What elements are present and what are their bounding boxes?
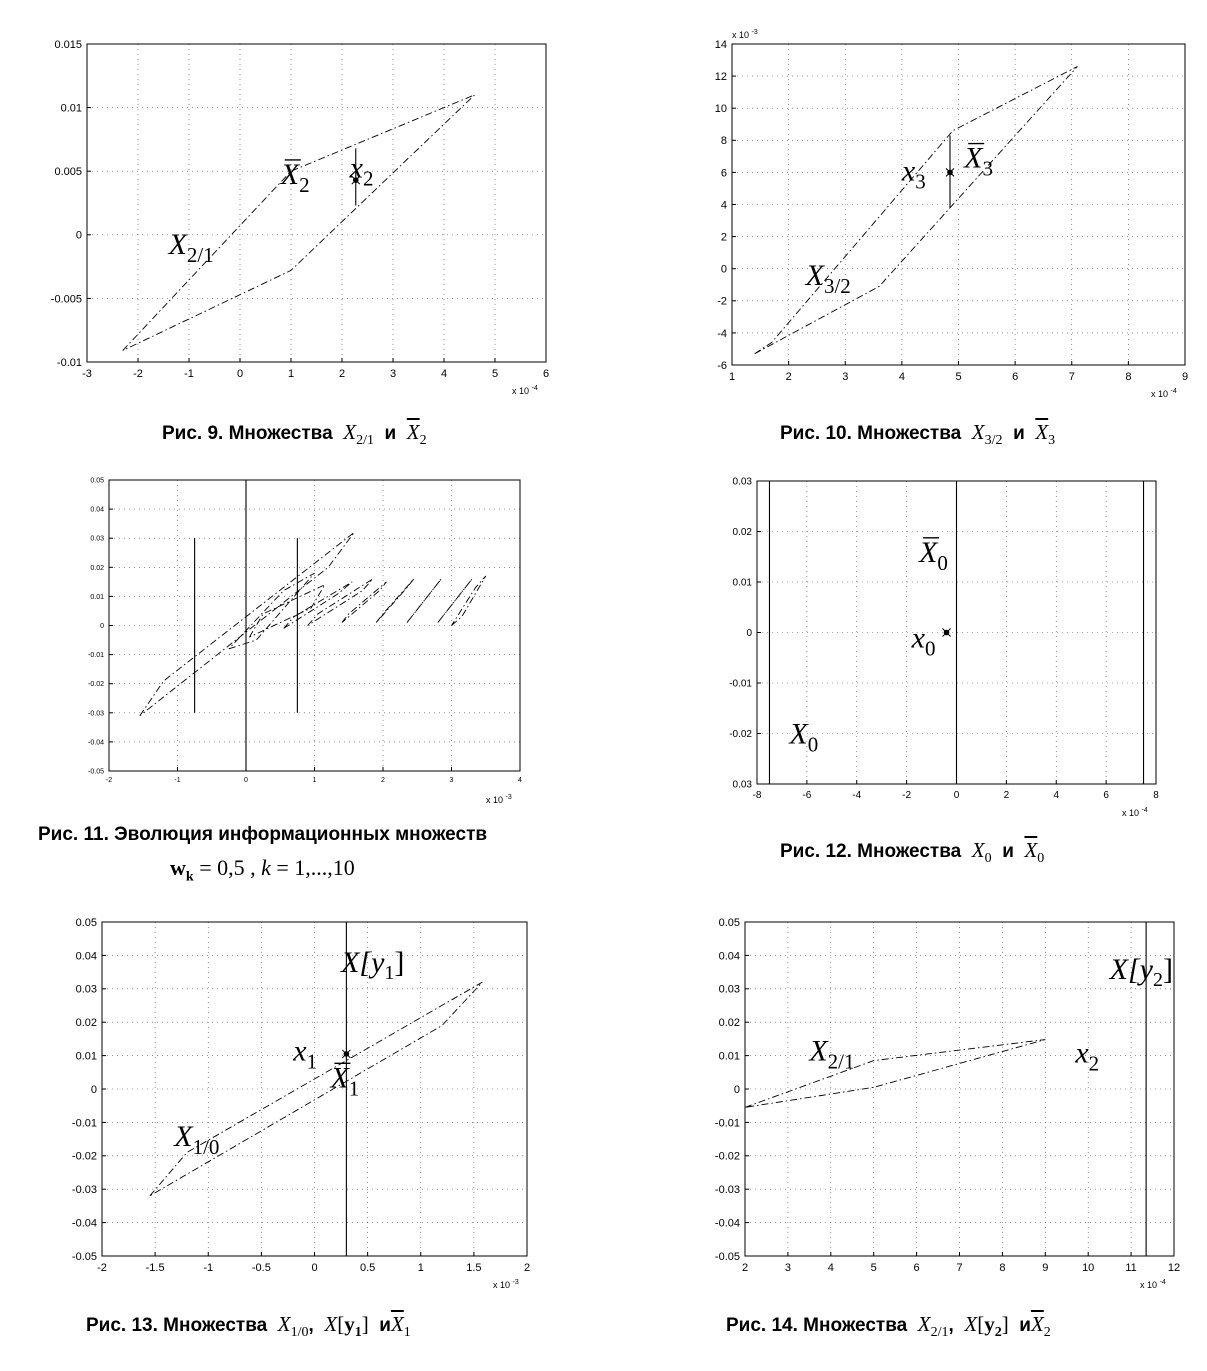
x-tick-label: 1 — [417, 1262, 424, 1274]
x-tick-label: 6 — [542, 368, 550, 380]
y-tick-label: -0.01 — [71, 1117, 97, 1130]
x-tick-label: -0.5 — [251, 1262, 271, 1274]
y-tick-label: 8 — [720, 135, 727, 148]
caption-fig11: Рис. 11. Эволюция информационных множеств — [38, 824, 488, 845]
x-tick-label: 4 — [440, 368, 448, 380]
y-tick-label: 0.02 — [75, 1017, 97, 1030]
y-tick-label: 10 — [714, 103, 727, 116]
y-tick-label: -0.04 — [71, 1217, 97, 1230]
y-tick-label: 2 — [720, 231, 727, 244]
x-tick-label: 10 — [1082, 1262, 1095, 1274]
x-exponent-label: x 10 $^{-3}$ — [493, 1279, 519, 1290]
annotation-label: $X_{2/1}$ — [168, 227, 214, 267]
y-tick-label: 0.03 — [732, 476, 752, 488]
y-tick-label: 12 — [714, 70, 727, 83]
x-tick-label: 6 — [913, 1262, 920, 1274]
y-tick-label: 6 — [720, 167, 727, 180]
y-tick-label: -0.03 — [714, 1184, 740, 1197]
y-tick-label: 0 — [720, 263, 727, 276]
x-tick-label: 0 — [953, 790, 960, 801]
x-tick-label: -1 — [174, 777, 181, 784]
x-tick-label: 4 — [518, 777, 522, 784]
chart-fig9 — [51, 39, 549, 396]
caption-fig9: Рис. 9. Множества $X_{2/1}$ и $\overline{X}_2$ — [162, 420, 427, 449]
y-tick-label: 0.01 — [732, 577, 752, 589]
y-tick-label: -0.02 — [729, 729, 752, 740]
y-tick-label: -0.02 — [88, 681, 104, 689]
x-exponent-label: x 10 $^{-3}$ — [486, 794, 512, 805]
x-tick-label: 4 — [898, 371, 905, 383]
y-tick-label: -6 — [717, 359, 727, 372]
annotation-label: $X_{2/1}$ — [809, 1034, 855, 1074]
x-tick-label: 7 — [1068, 371, 1075, 383]
series-line — [249, 585, 324, 637]
x-tick-label: 0 — [311, 1262, 318, 1274]
y-tick-label: -0.05 — [714, 1250, 740, 1263]
y-tick-label: -0.03 — [71, 1184, 97, 1197]
annotation-label: $X_1$ — [330, 1061, 360, 1101]
annotation-label: $X[y_1]$ — [341, 946, 405, 985]
x-tick-label: 5 — [870, 1262, 877, 1274]
x-tick-label: 2 — [741, 1262, 749, 1274]
x-tick-label: -1 — [184, 368, 194, 380]
series-line — [284, 582, 353, 629]
y-tick-label: 0.03 — [90, 535, 104, 543]
annotation-label: $x_3$ — [901, 154, 926, 194]
x-tick-label: -2 — [133, 368, 143, 380]
x-tick-label: -2 — [902, 790, 912, 801]
x-tick-label: 0 — [244, 777, 248, 784]
y-tick-label: -0.005 — [50, 293, 82, 306]
x-tick-label: -2 — [105, 777, 113, 784]
y-tick-label: 0 — [746, 628, 752, 639]
y-tick-label: 14 — [714, 38, 727, 51]
x-tick-label: 4 — [1053, 790, 1060, 801]
x-tick-label: 9 — [1042, 1262, 1049, 1274]
x-tick-label: 2 — [381, 777, 385, 784]
y-tick-label: -0.05 — [88, 768, 104, 776]
series-line — [229, 573, 315, 649]
annotation-label: $x_1$ — [293, 1034, 318, 1074]
annotation-label: $x_2$ — [349, 151, 374, 191]
x-tick-label: 8 — [1125, 371, 1132, 383]
x-tick-label: 4 — [827, 1262, 834, 1274]
y-tick-label: -0.01 — [88, 652, 104, 660]
x-tick-label: 0 — [236, 368, 244, 380]
series-line — [407, 579, 441, 623]
x-tick-label: 1 — [287, 368, 295, 380]
x-tick-label: 2 — [1003, 790, 1010, 801]
y-tick-label: 0 — [733, 1083, 740, 1096]
x-tick-label: 1 — [312, 777, 317, 784]
y-tick-label: 0.02 — [732, 527, 752, 538]
x-tick-label: -4 — [852, 790, 862, 801]
x-tick-label: 3 — [449, 777, 454, 784]
y-tick-label: 0.01 — [60, 102, 82, 115]
x-tick-label: 3 — [389, 368, 397, 380]
y-tick-label: 0.03 — [732, 779, 752, 791]
chart-fig12 — [729, 477, 1159, 819]
y-tick-label: -0.03 — [88, 710, 104, 718]
y-tick-label: 0.04 — [90, 506, 104, 514]
x-exponent-label: x 10 $^{-4}$ — [1122, 807, 1148, 818]
y-tick-label: 0.03 — [718, 983, 740, 996]
annotation-label: $X_0$ — [919, 535, 948, 575]
y-tick-label: 4 — [720, 199, 727, 212]
y-tick-label: -0.04 — [88, 739, 104, 747]
x-tick-label: 3 — [842, 371, 849, 383]
y-tick-label: -2 — [717, 295, 727, 308]
y-tick-label: 0.04 — [718, 950, 740, 963]
x-exponent-label: x 10 $^{-4}$ — [512, 385, 538, 396]
x-tick-label: -1 — [203, 1262, 214, 1274]
y-tick-label: -0.05 — [71, 1250, 97, 1263]
series-line — [140, 532, 354, 715]
y-tick-label: 0.01 — [90, 593, 104, 601]
x-tick-label: 2 — [523, 1262, 531, 1274]
x-tick-label: 12 — [1167, 1262, 1181, 1274]
x-exponent-label: x 10 $^{-4}$ — [1140, 1279, 1166, 1290]
x-tick-label: 1 — [728, 371, 736, 383]
y-tick-label: 0.03 — [75, 983, 97, 996]
y-tick-label: 0.05 — [90, 477, 104, 485]
annotation-label: $X[y_2]$ — [1109, 952, 1173, 991]
y-tick-label: 0.02 — [718, 1017, 740, 1030]
y-tick-label: 0.01 — [75, 1050, 97, 1063]
x-tick-label: 7 — [956, 1262, 963, 1274]
y-tick-label: 0.05 — [718, 916, 740, 929]
y-exponent-label: x 10 $^{-3}$ — [732, 29, 758, 40]
y-tick-label: -0.02 — [714, 1150, 740, 1163]
x-tick-label: 2 — [338, 368, 346, 380]
x-tick-label: -3 — [82, 368, 92, 380]
annotation-label: $X_{1/0}$ — [174, 1119, 220, 1159]
annotation-label: $x_0$ — [911, 621, 936, 661]
x-tick-label: 5 — [491, 368, 499, 380]
caption-fig11-formula: $w_k = 0,5$ , k = 1,...,10 — [170, 855, 355, 885]
y-tick-label: -0.01 — [714, 1117, 740, 1130]
x-tick-label: -6 — [802, 790, 812, 801]
annotation-label: $X_3$ — [964, 141, 993, 181]
axes-frame — [87, 44, 546, 362]
y-tick-label: 0.015 — [54, 38, 82, 51]
caption-fig10: Рис. 10. Множества $X_{3/2}$ и $\overline{X}_3$ — [780, 420, 1056, 449]
series-line — [123, 95, 475, 351]
x-tick-label: 6 — [1012, 371, 1019, 383]
x-tick-label: 9 — [1181, 371, 1189, 383]
y-tick-label: -0.04 — [714, 1217, 740, 1230]
chart-fig11 — [88, 477, 522, 805]
x-tick-label: 2 — [785, 371, 792, 383]
chart-fig14 — [715, 917, 1180, 1290]
x-tick-label: -2 — [97, 1262, 107, 1274]
y-tick-label: -0.01 — [729, 678, 752, 690]
series-line — [755, 66, 1078, 353]
x-tick-label: 6 — [1103, 790, 1109, 801]
x-tick-label: 8 — [1153, 790, 1159, 801]
caption-fig13: Рис. 13. Множества $X_{1/0}$, $X[y_1]$ $и\overline{X}_1$ — [86, 1312, 411, 1341]
y-tick-label: 0.04 — [75, 950, 97, 963]
y-tick-label: -0.01 — [56, 356, 82, 369]
chart-fig10 — [715, 29, 1188, 399]
annotation-label: $X_0$ — [789, 717, 819, 757]
y-tick-label: 0.005 — [54, 166, 82, 179]
annotation-label: $X_2$ — [280, 157, 310, 197]
y-tick-label: 0 — [90, 1083, 97, 1096]
x-tick-label: 11 — [1125, 1262, 1137, 1274]
y-tick-label: 0.02 — [90, 564, 104, 572]
x-tick-label: -8 — [752, 790, 762, 801]
y-tick-label: -0.02 — [71, 1150, 97, 1163]
x-tick-label: -1.5 — [145, 1262, 165, 1274]
caption-fig12: Рис. 12. Множества $X_0$ и $\overline{X}_0$ — [780, 838, 1045, 867]
x-exponent-label: x 10 $^{-4}$ — [1151, 388, 1177, 399]
x-tick-label: 5 — [955, 371, 962, 383]
y-tick-label: 0 — [100, 622, 104, 630]
x-tick-label: 3 — [784, 1262, 791, 1274]
x-tick-label: 1.5 — [466, 1262, 482, 1274]
series-line — [745, 1040, 1045, 1108]
y-tick-label: 0.01 — [718, 1050, 740, 1063]
x-tick-label: 8 — [999, 1262, 1006, 1274]
y-tick-label: 0.05 — [75, 916, 97, 929]
y-tick-label: 0 — [75, 229, 82, 242]
x-tick-label: 0.5 — [359, 1262, 376, 1274]
caption-fig14: Рис. 14. Множества $X_{2/1}$, $X[y_2]$ $и\overline{X}_2$ — [726, 1312, 1051, 1341]
annotation-label: $x_2$ — [1075, 1036, 1100, 1076]
annotation-label: $X_{3/2}$ — [805, 258, 851, 298]
chart-fig13 — [72, 917, 530, 1290]
y-tick-label: -4 — [717, 327, 727, 340]
